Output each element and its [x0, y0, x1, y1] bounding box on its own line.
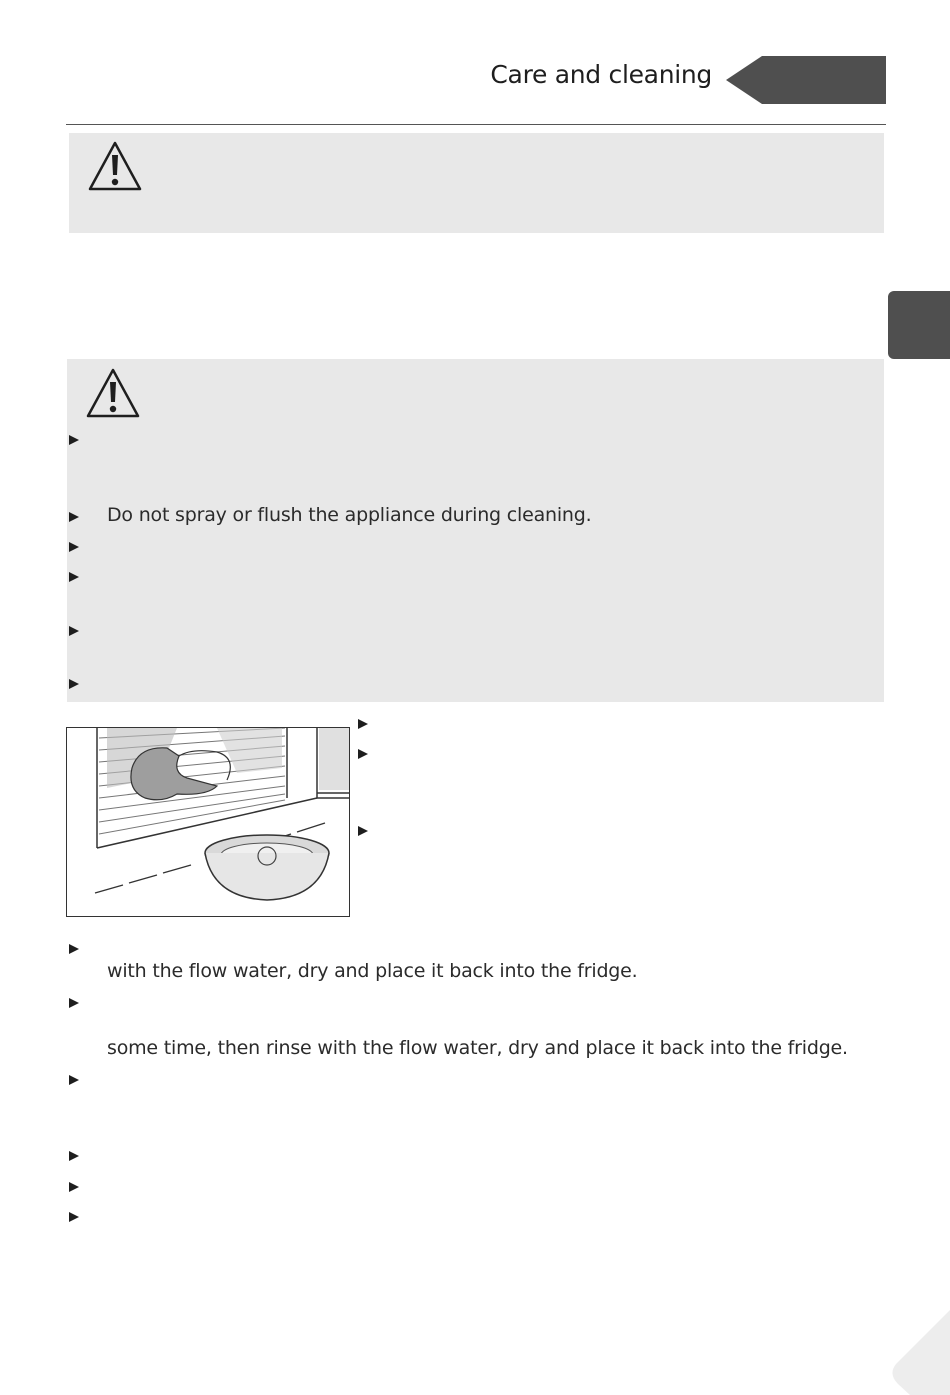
section-tab-arrow: [726, 56, 886, 104]
bullet-icon: [69, 1151, 79, 1161]
list-item-continuation: some time, then rinse with the flow water, dry and place it back into the fridge.: [107, 1037, 848, 1059]
bullet-icon: [69, 542, 79, 552]
bullet-icon: [69, 1182, 79, 1192]
bullet-icon: [69, 679, 79, 689]
bullet-icon: [69, 435, 79, 445]
cleaning-interior-illustration: [66, 727, 350, 917]
bullet-icon: [358, 719, 368, 729]
bullet-icon: [358, 749, 368, 759]
bullet-icon: [69, 1075, 79, 1085]
bullet-icon: [69, 1212, 79, 1222]
bullet-icon: [358, 826, 368, 836]
warning-triangle-icon: [84, 366, 142, 420]
side-chapter-tab: [888, 291, 950, 359]
bullet-icon: [69, 944, 79, 954]
bullet-icon: [69, 512, 79, 522]
bullet-icon: [69, 572, 79, 582]
bullet-icon: [69, 626, 79, 636]
page-corner-decoration: [880, 1300, 950, 1395]
warning-box-top: [69, 133, 884, 233]
warning-triangle-icon: [86, 139, 144, 193]
warning-box-main: [67, 359, 884, 702]
list-item-continuation: with the flow water, dry and place it back into the fridge.: [107, 960, 638, 982]
page-title: Care and cleaning: [490, 60, 712, 89]
bullet-icon: [69, 998, 79, 1008]
list-item: Do not spray or flush the appliance during cleaning.: [107, 504, 592, 526]
header-divider: [66, 124, 886, 125]
